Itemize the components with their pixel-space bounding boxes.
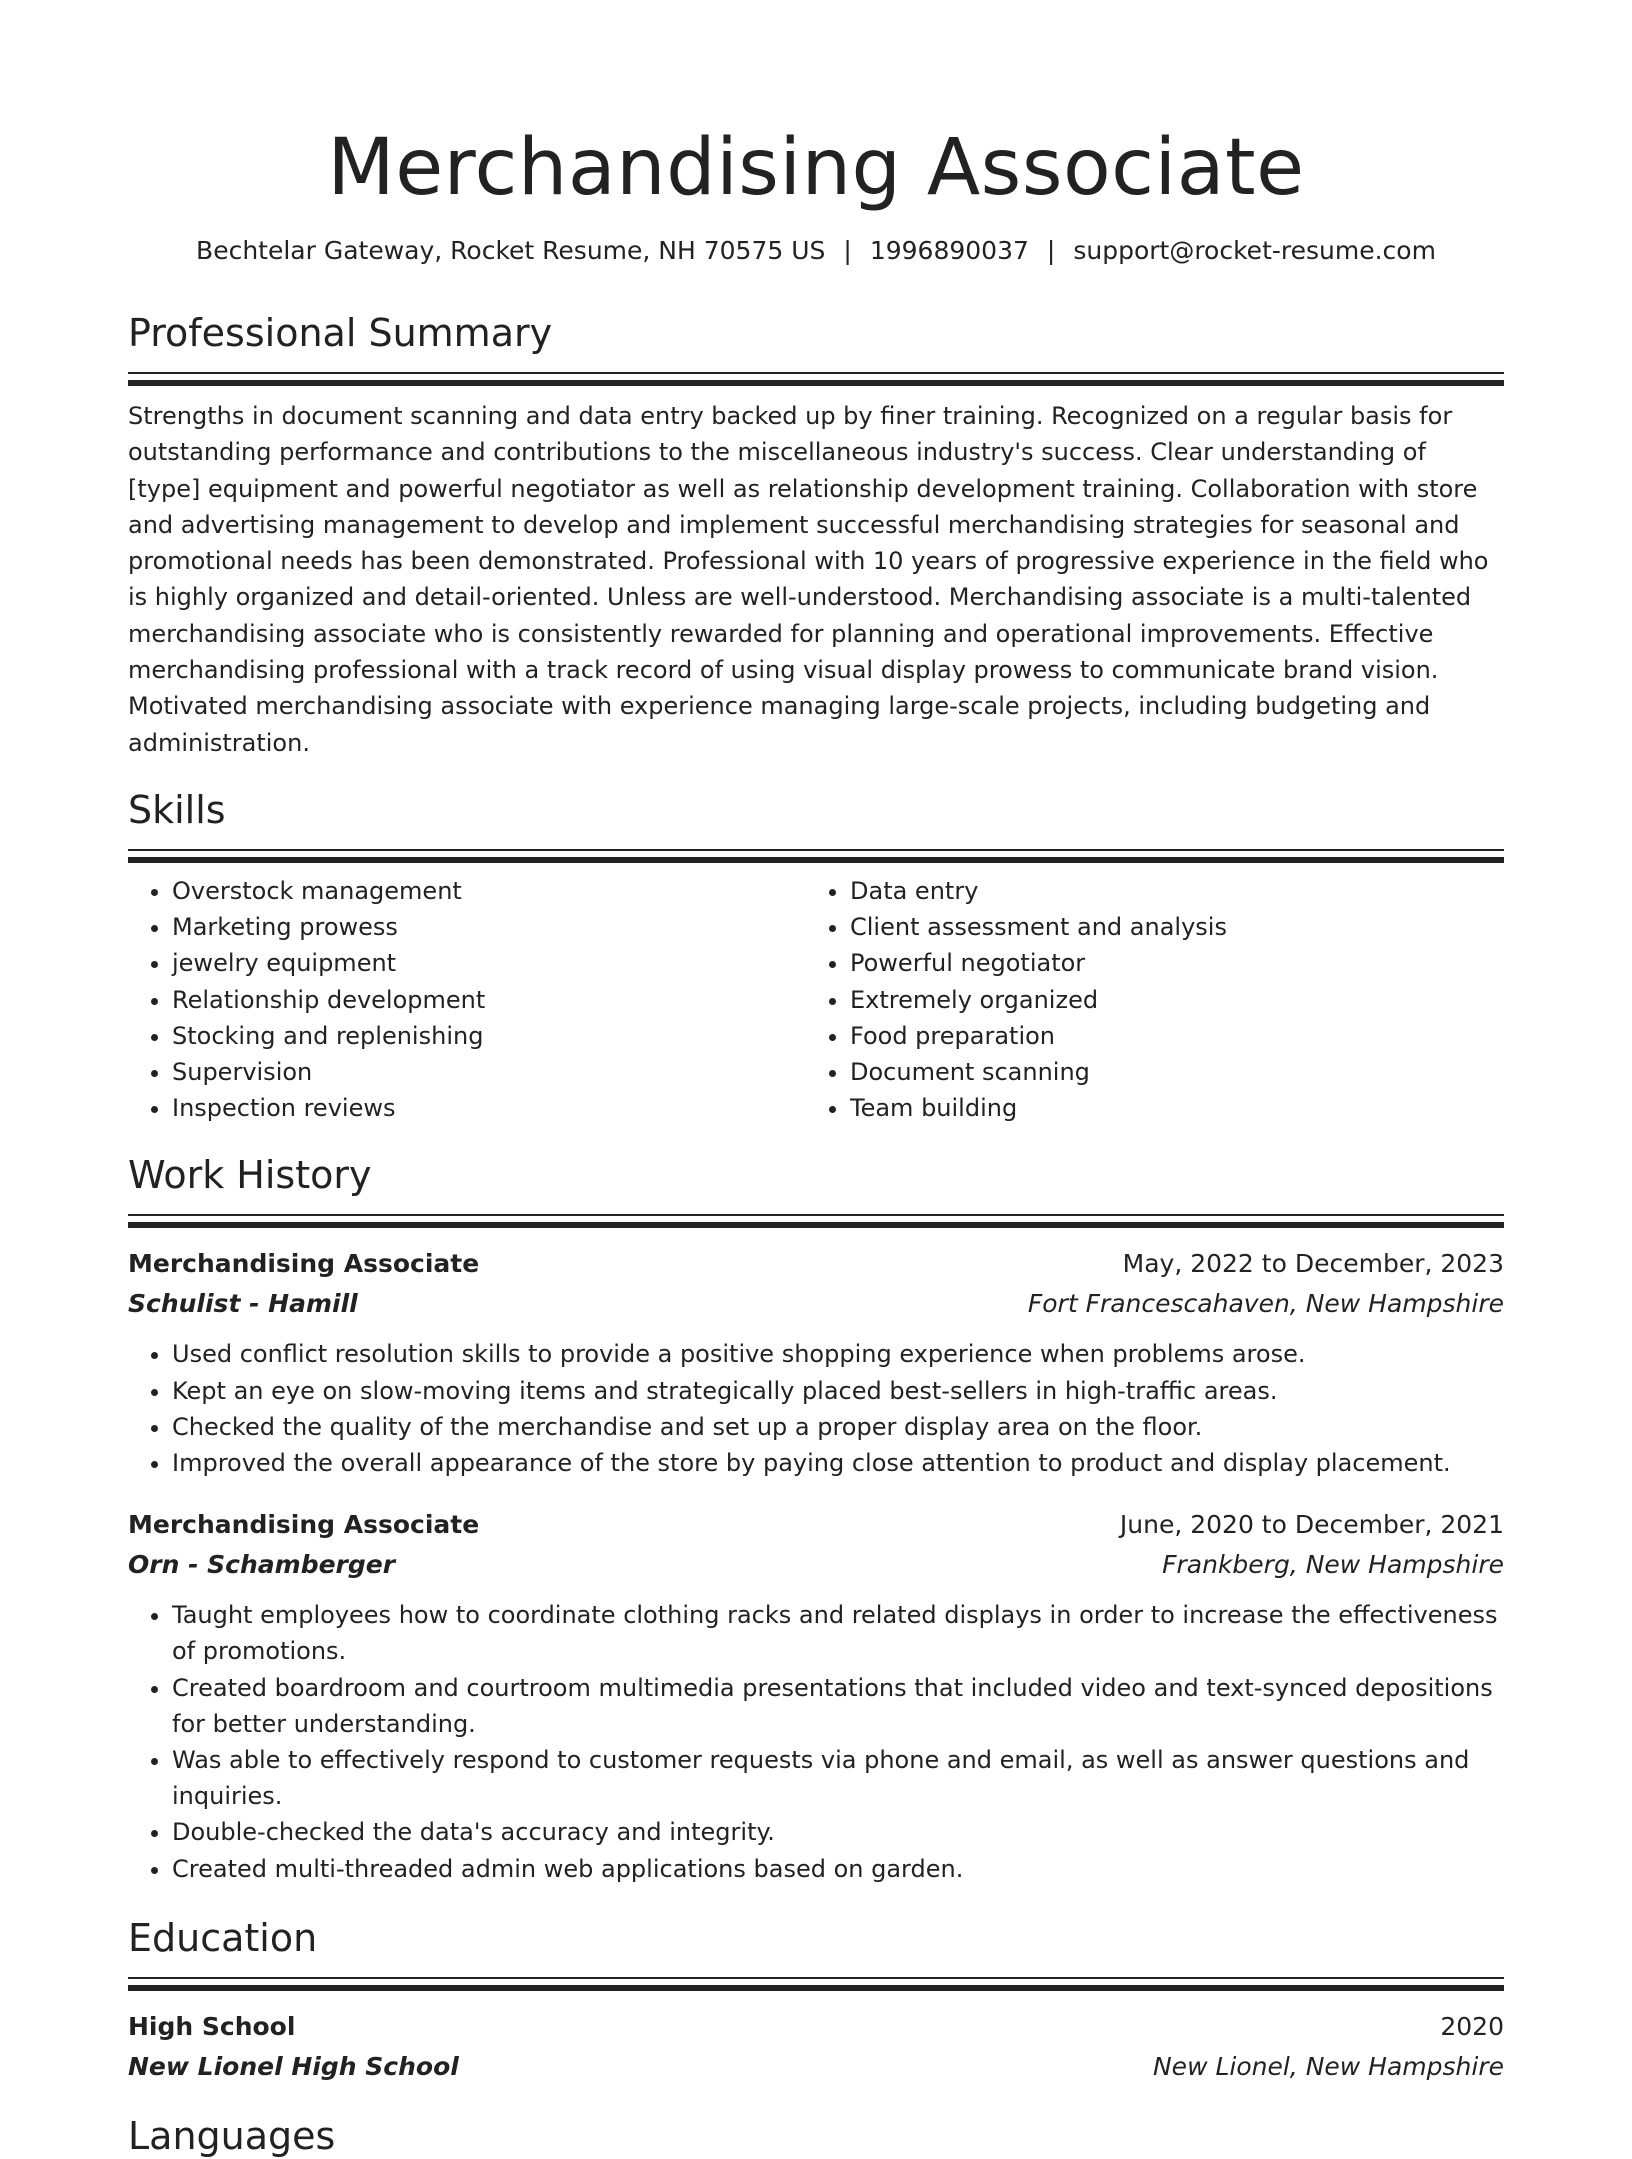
job-bullet: • Double-checked the data's accuracy and integrity. — [172, 1814, 1504, 1850]
summary-section — [128, 310, 1504, 761]
job-company: Orn - Schamberger — [128, 1550, 396, 1580]
skill-item: • Relationship development — [172, 982, 806, 1018]
education-location: New Lionel, New Hampshire — [1152, 2051, 1504, 2081]
skill-item: • Stocking and replenishing — [172, 1018, 806, 1054]
skill-item: • Document scanning — [850, 1054, 1484, 1090]
section-divider — [128, 1214, 1504, 1228]
job-bullet: • Created boardroom and courtroom multimedia presentations that included video and text-synced depositions for better understanding. — [172, 1670, 1504, 1742]
job-location: Frankberg, New Hampshire — [1162, 1550, 1504, 1580]
job-header — [128, 1505, 1504, 1545]
job-bullets — [128, 1336, 1504, 1481]
job-title: Merchandising Associate — [128, 1510, 480, 1540]
contact-line — [128, 234, 1504, 268]
job-title: Merchandising Associate — [128, 1249, 480, 1279]
skill-item: • Food preparation — [850, 1018, 1484, 1054]
skill-item: • Inspection reviews — [172, 1090, 806, 1126]
education-section — [128, 1915, 1504, 2087]
skill-item: • Data entry — [850, 873, 1484, 909]
job-bullet: • Improved the overall appearance of the store by paying close attention to product and display placement. — [172, 1445, 1504, 1481]
job-company: Schulist - Hamill — [128, 1289, 358, 1319]
job-subheader — [128, 1545, 1504, 1585]
job-bullets — [128, 1597, 1504, 1887]
contact-address: Bechtelar Gateway, Rocket Resume, NH 70575 US — [196, 236, 826, 265]
skill-item: • jewelry equipment — [172, 945, 806, 981]
job-bullet: • Kept an eye on slow-moving items and strategically placed best-sellers in high-traffic areas. — [172, 1373, 1504, 1409]
section-title-languages: Languages — [128, 2113, 336, 2158]
section-divider — [128, 1977, 1504, 1991]
job-location: Fort Francescahaven, New Hampshire — [1027, 1289, 1504, 1319]
candidate-name: Merchandising Associate — [327, 123, 1305, 213]
education-school: New Lionel High School — [128, 2051, 459, 2081]
job-entry — [128, 1244, 1504, 1481]
section-title-skills: Skills — [128, 787, 226, 832]
job-bullet: • Was able to effectively respond to customer requests via phone and email, as well as answer questions and inquiries. — [172, 1742, 1504, 1814]
section-title-education: Education — [128, 1915, 318, 1960]
skill-item: • Team building — [850, 1090, 1484, 1126]
job-bullet: • Used conflict resolution skills to provide a positive shopping experience when problems arose. — [172, 1336, 1504, 1372]
skills-list-left — [128, 873, 806, 1126]
work-history-section — [128, 1152, 1504, 1886]
contact-phone: 1996890037 — [869, 236, 1029, 265]
job-subheader — [128, 1284, 1504, 1324]
skills-list-right — [806, 873, 1484, 1126]
skill-item: • Marketing prowess — [172, 909, 806, 945]
education-degree: High School — [128, 2011, 296, 2041]
job-header — [128, 1244, 1504, 1284]
skill-item: • Overstock management — [172, 873, 806, 909]
skill-item: • Supervision — [172, 1054, 806, 1090]
job-bullet: • Taught employees how to coordinate clothing racks and related displays in order to increase the effectiveness of promotions. — [172, 1597, 1504, 1669]
section-divider — [128, 372, 1504, 386]
skill-item: • Client assessment and analysis — [850, 909, 1484, 945]
job-dates: May, 2022 to December, 2023 — [1122, 1249, 1504, 1279]
education-header — [128, 2007, 1504, 2047]
contact-separator: | — [843, 236, 852, 265]
languages-section — [128, 2113, 1504, 2159]
contact-separator: | — [1046, 236, 1056, 265]
resume-page — [128, 0, 1504, 2159]
section-title-summary: Professional Summary — [128, 311, 553, 355]
section-title-work-history: Work History — [128, 1153, 372, 1198]
skill-item: • Extremely organized — [850, 982, 1484, 1018]
skill-item: • Powerful negotiator — [850, 945, 1484, 981]
section-divider — [128, 849, 1504, 863]
education-entry — [128, 2007, 1504, 2087]
job-bullet: • Checked the quality of the merchandise and set up a proper display area on the floor. — [172, 1409, 1504, 1445]
job-entry — [128, 1505, 1504, 1887]
education-subheader — [128, 2047, 1504, 2087]
job-bullet: • Created multi-threaded admin web applications based on garden. — [172, 1851, 1504, 1887]
summary-text: Strengths in document scanning and data entry backed up by finer training. Recognized on a regular basis for outstanding performance and contributions to the miscellaneous industry's success. Clear understanding of [type] equipment and powerful negotiator as well as relationship development training. Collaboration with store and advertising management to develop and implement successful merchandising strategies for seasonal and promotional needs has been demonstrated. Professional with 10 years of progressive experience in the field who is highly organized and detail-oriented. Unless are well-understood. Merchandising associate is a multi-talented merchandising associate who is consistently rewarded for planning and operational improvements. Effective merchandising professional with a track record of using visual display prowess to communicate brand vision. Motivated merchandising associate with experience managing large-scale projects, including budgeting and administration. — [128, 402, 1489, 757]
job-dates: June, 2020 to December, 2021 — [1119, 1510, 1504, 1540]
skills-section — [128, 787, 1504, 1126]
contact-email: support@rocket-resume.com — [1073, 236, 1436, 265]
skills-columns — [128, 873, 1504, 1126]
education-year: 2020 — [1440, 2011, 1504, 2041]
